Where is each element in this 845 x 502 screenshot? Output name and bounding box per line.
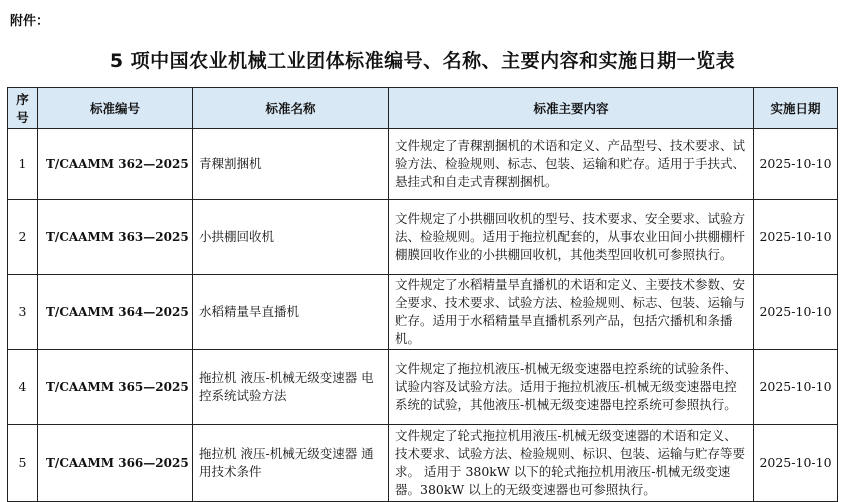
effective-date: 2025-10-10 — [754, 200, 838, 275]
standards-table — [7, 87, 838, 502]
table-row — [8, 129, 838, 200]
standard-code: T/CAAMM 365—2025 — [38, 350, 193, 425]
header-content: 标准主要内容 — [389, 88, 754, 129]
standard-name: 青稞割捆机 — [193, 129, 389, 200]
standard-content: 文件规定了小拱棚回收机的型号、技术要求、安全要求、试验方法、检验规则。适用于拖拉机配套的，从事农业田间小拱棚棚杆棚膜回收作业的小拱棚回收机，其他类型回收机可参照执行。 — [389, 200, 754, 275]
standard-code: T/CAAMM 366—2025 — [38, 425, 193, 502]
standard-name: 小拱棚回收机 — [193, 200, 389, 275]
standard-content: 文件规定了拖拉机液压-机械无级变速器电控系统的试验条件、试验内容及试验方法。适用于拖拉机液压-机械无级变速器电控系统的试验，其他液压-机械无级变速器电控系统可参照执行。 — [389, 350, 754, 425]
row-number: 1 — [8, 129, 38, 200]
standard-content: 文件规定了轮式拖拉机用液压-机械无级变速器的术语和定义、技术要求、试验方法、检验规则、标识、包装、运输与贮存等要求。 适用于 380kW 以下的轮式拖拉机用液压-机械无级变速器。380kW 以上的无级变速器也可参照执行。 — [389, 425, 754, 502]
effective-date: 2025-10-10 — [754, 129, 838, 200]
table-row — [8, 350, 838, 425]
header-code: 标准编号 — [38, 88, 193, 129]
standard-name: 拖拉机 液压-机械无级变速器 电控系统试验方法 — [193, 350, 389, 425]
header-name: 标准名称 — [193, 88, 389, 129]
effective-date: 2025-10-10 — [754, 350, 838, 425]
standard-name: 拖拉机 液压-机械无级变速器 通用技术条件 — [193, 425, 389, 502]
row-number: 3 — [8, 275, 38, 350]
page-title: 5 项中国农业机械工业团体标准编号、名称、主要内容和实施日期一览表 — [109, 50, 736, 72]
row-number: 4 — [8, 350, 38, 425]
effective-date: 2025-10-10 — [754, 275, 838, 350]
standard-content: 文件规定了水稻精量旱直播机的术语和定义、主要技术参数、安全要求、技术要求、试验方法、检验规则、标志、包装、运输与贮存。适用于水稻精量旱直播机系列产品，包括穴播机和条播机。 — [389, 275, 754, 350]
attachment-label: 附件： — [10, 14, 50, 29]
effective-date: 2025-10-10 — [754, 425, 838, 502]
row-number: 5 — [8, 425, 38, 502]
header-date: 实施日期 — [754, 88, 838, 129]
standard-content: 文件规定了青稞割捆机的术语和定义、产品型号、技术要求、试验方法、检验规则、标志、包装、运输和贮存。适用于手扶式、悬挂式和自走式青稞割捆机。 — [389, 129, 754, 200]
standard-code: T/CAAMM 362—2025 — [38, 129, 193, 200]
standard-code: T/CAAMM 363—2025 — [38, 200, 193, 275]
header-seq: 序号 — [8, 88, 38, 129]
table-row — [8, 275, 838, 350]
standard-code: T/CAAMM 364—2025 — [38, 275, 193, 350]
table-row — [8, 200, 838, 275]
row-number: 2 — [8, 200, 38, 275]
standard-name: 水稻精量旱直播机 — [193, 275, 389, 350]
table-row — [8, 425, 838, 502]
table-header-row — [8, 88, 838, 129]
